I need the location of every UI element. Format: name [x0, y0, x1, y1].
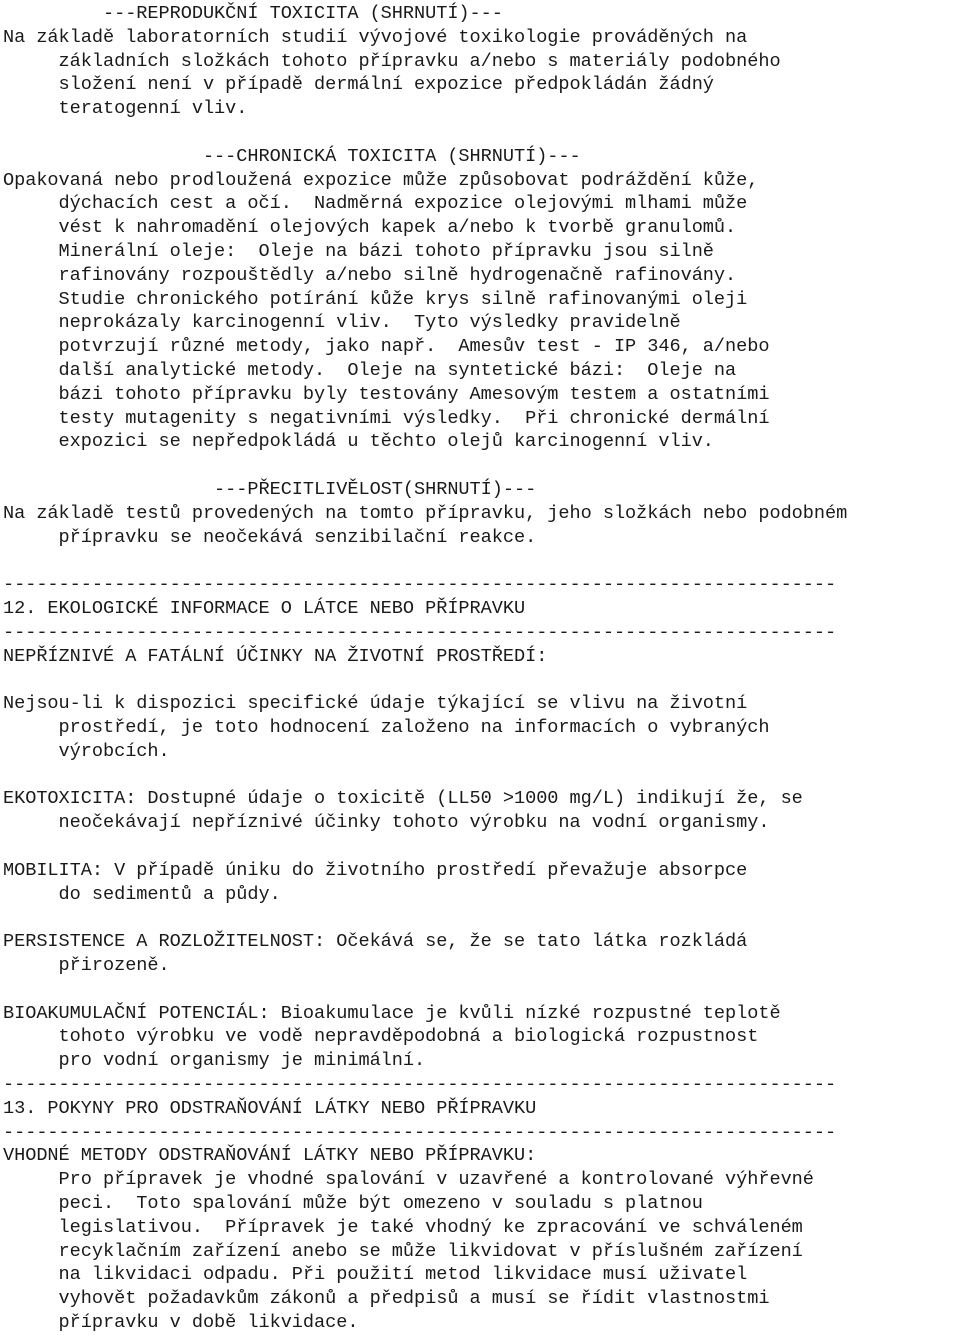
text-line: Nejsou-li k dispozici specifické údaje týkající se vlivu na životní: [3, 693, 748, 715]
text-line: expozici se nepředpokládá u těchto olejů karcinogenní vliv.: [3, 431, 714, 453]
text-line: neočekávají nepříznivé účinky tohoto výrobku na vodní organismy.: [3, 812, 770, 834]
text-line: Opakovaná nebo prodloužená expozice může způsobovat podráždění kůže,: [3, 169, 759, 191]
text-line: bázi tohoto přípravku byly testovány Amesovým testem a ostatními: [3, 383, 770, 405]
text-line: Na základě laboratorních studií vývojové toxikologie prováděných na: [3, 26, 748, 48]
text-line: neprokázaly karcinogenní vliv. Tyto výsledky pravidelně: [3, 312, 681, 334]
text-line: prostředí, je toto hodnocení založeno na informacích o vybraných: [3, 717, 770, 738]
text-line: potvrzují různé metody, jako např. Amesův test - IP 346, a/nebo: [3, 336, 770, 358]
text-line: Minerální oleje: Oleje na bázi tohoto přípravku jsou silně: [3, 241, 714, 262]
text-line: rafinovány rozpouštědly a/nebo silně hydrogenačně rafinovány.: [3, 264, 737, 286]
text-line: složení není v případě dermální expozice předpokládán žádný: [3, 74, 714, 96]
subsection-heading: ---CHRONICKÁ TOXICITA (SHRNUTÍ)---: [3, 145, 581, 167]
separator-line: ---------------------------------------------------------------------------: [3, 1121, 837, 1143]
text-line: vést k nahromadění olejových kapek a/nebo k tvorbě granulomů.: [3, 217, 737, 239]
text-line: teratogenní vliv.: [3, 98, 248, 120]
text-line: dýchacích cest a očí. Nadměrná expozice olejovými mlhami může: [3, 193, 748, 215]
section-heading: 12. EKOLOGICKÉ INFORMACE O LÁTCE NEBO PŘÍPRAVKU: [3, 598, 526, 619]
separator-line: ---------------------------------------------------------------------------: [3, 1074, 837, 1095]
text-line: NEPŘÍZNIVÉ A FATÁLNÍ ÚČINKY NA ŽIVOTNÍ PROSTŘEDÍ:: [3, 645, 548, 667]
text-line: pro vodní organismy je minimální.: [3, 1050, 426, 1072]
text-line: peci. Toto spalování může být omezeno v souladu s platnou: [3, 1193, 703, 1214]
text-line: přípravku v době likvidace.: [3, 1312, 359, 1333]
text-line: přirozeně.: [3, 955, 170, 976]
text-line: základních složkách tohoto přípravku a/nebo s materiály podobného: [3, 50, 781, 72]
text-line: Pro přípravek je vhodné spalování v uzavřené a kontrolované výhřevné: [3, 1169, 814, 1191]
separator-line: ---------------------------------------------------------------------------: [3, 574, 837, 596]
text-line: tohoto výrobku ve vodě nepravděpodobná a biologická rozpustnost: [3, 1026, 759, 1048]
text-line: VHODNÉ METODY ODSTRAŇOVÁNÍ LÁTKY NEBO PŘÍPRAVKU:: [3, 1145, 537, 1167]
subsection-heading: ---PŘECITLIVĚLOST(SHRNUTÍ)---: [3, 479, 537, 500]
text-line: PERSISTENCE A ROZLOŽITELNOST: Očekává se, že se tato látka rozkládá: [3, 931, 748, 953]
text-line: MOBILITA: V případě úniku do životního prostředí převažuje absorpce: [3, 859, 748, 881]
text-line: recyklačním zařízení anebo se může likvidovat v příslušném zařízení: [3, 1240, 803, 1262]
separator-line: ---------------------------------------------------------------------------: [3, 621, 837, 643]
text-line: Studie chronického potírání kůže krys silně rafinovanými oleji: [3, 288, 748, 310]
text-line: do sedimentů a půdy.: [3, 883, 281, 905]
text-line: na likvidaci odpadu. Při použití metod likvidace musí uživatel: [3, 1264, 748, 1286]
subsection-heading: ---REPRODUKČNÍ TOXICITA (SHRNUTÍ)---: [3, 3, 503, 24]
text-line: testy mutagenity s negativními výsledky. Při chronické dermální: [3, 407, 770, 429]
text-line: legislativou. Přípravek je také vhodný ke zpracování ve schváleném: [3, 1216, 803, 1238]
text-line: přípravku se neočekává senzibilační reakce.: [3, 526, 537, 548]
text-line: BIOAKUMULAČNÍ POTENCIÁL: Bioakumulace je kvůli nízké rozpustné teplotě: [3, 1002, 781, 1024]
text-line: Na základě testů provedených na tomto přípravku, jeho složkách nebo podobném: [3, 502, 848, 524]
text-line: EKOTOXICITA: Dostupné údaje o toxicitě (LL50 >1000 mg/L) indikují že, se: [3, 788, 803, 810]
text-line: další analytické metody. Oleje na syntetické bázi: Oleje na: [3, 360, 737, 381]
text-line: výrobcích.: [3, 740, 170, 762]
section-heading: 13. POKYNY PRO ODSTRAŇOVÁNÍ LÁTKY NEBO PŘÍPRAVKU: [3, 1097, 537, 1119]
text-line: vyhovět požadavkům zákonů a předpisů a musí se řídit vlastnostmi: [3, 1288, 770, 1310]
